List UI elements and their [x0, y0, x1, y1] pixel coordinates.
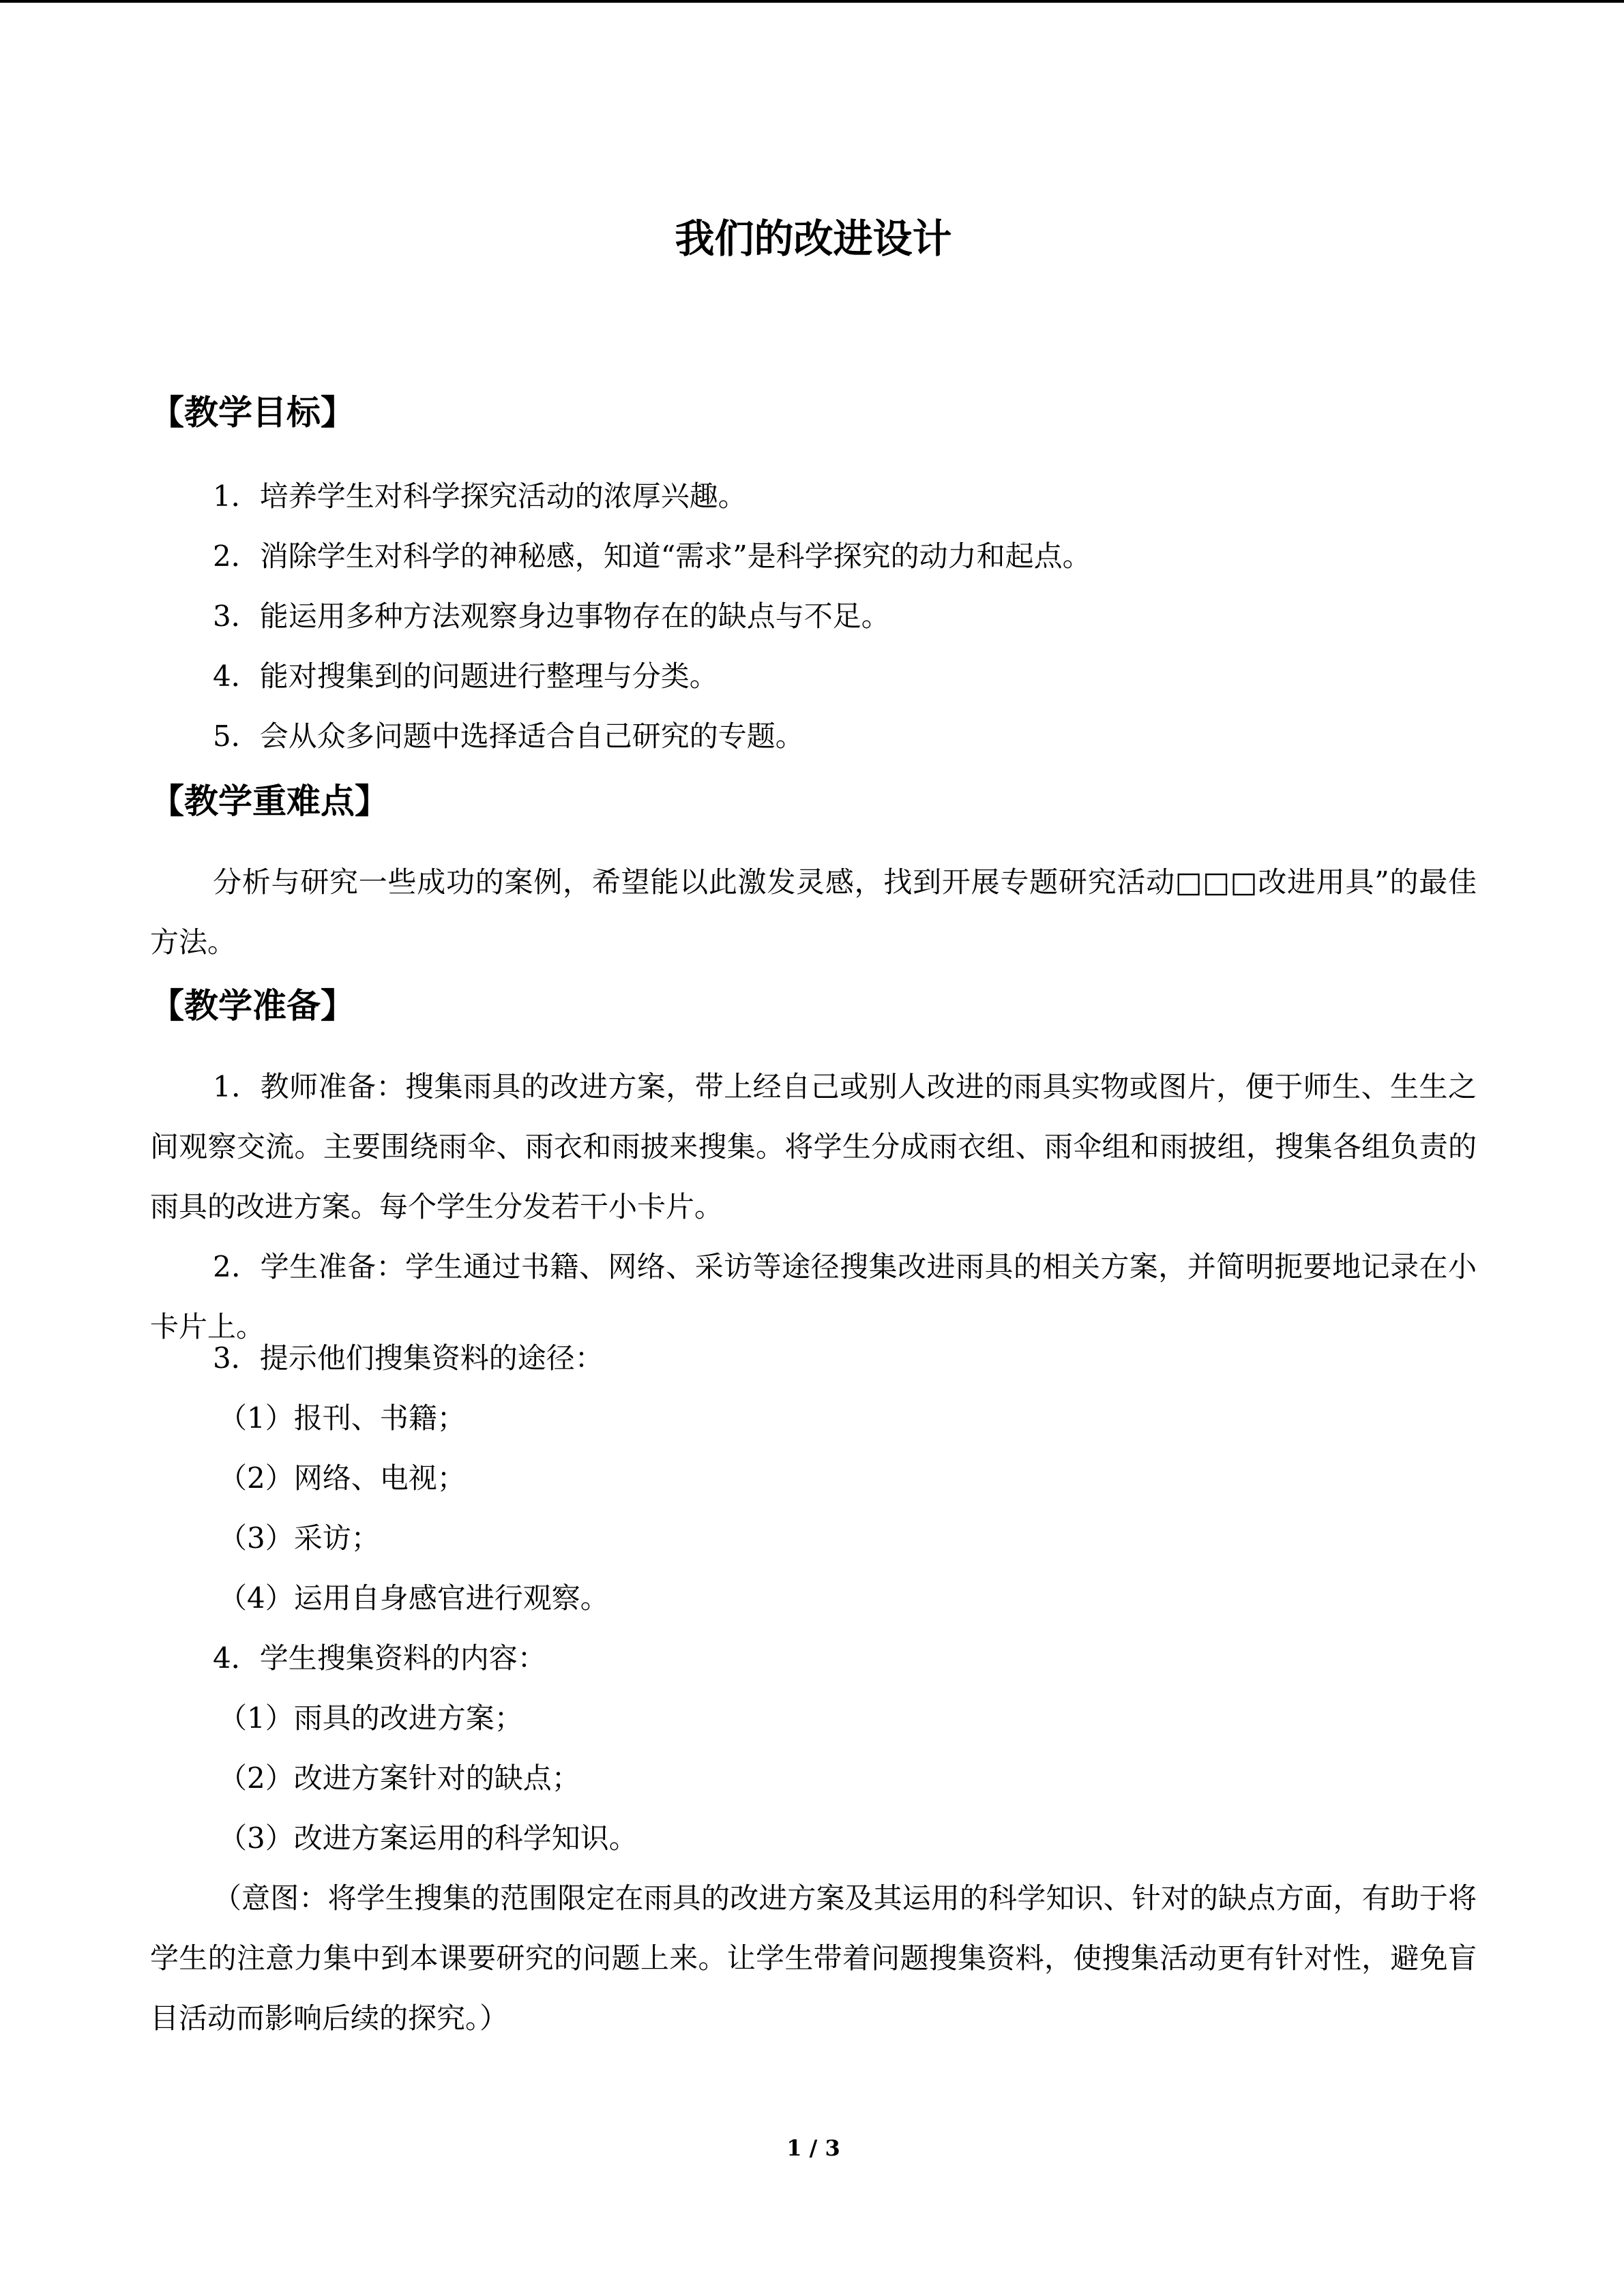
- channels-title: 3．提示他们搜集资料的途径：: [213, 1341, 604, 1375]
- channel-item: （4）运用自身感官进行观察。: [218, 1581, 609, 1615]
- content-item: （2）改进方案针对的缺点；: [218, 1761, 580, 1795]
- objective-item: 1．培养学生对科学探究活动的浓厚兴趣。: [213, 479, 747, 513]
- section-heading-key-points: 【教学重难点】: [150, 781, 389, 821]
- page-indicator: 1 / 3: [786, 2135, 840, 2161]
- intent-paragraph: （意图：将学生搜集的范围限定在雨具的改进方案及其运用的科学知识、针对的缺点方面，有助于将学生的注意力集中到本课要研究的问题上来。让学生带着问题搜集资料，使搜集活动更有针对性，避免盲目活动而影响后续的探究。）: [150, 1881, 1477, 2035]
- channel-item: （3）采访；: [218, 1521, 380, 1555]
- objective-item: 5．会从众多问题中选择适合自己研究的专题。: [213, 719, 804, 753]
- teacher-preparation-paragraph: 1．教师准备：搜集雨具的改进方案，带上经自己或别人改进的雨具实物或图片，便于师生、生生之间观察交流。主要围绕雨伞、雨衣和雨披来搜集。将学生分成雨衣组、雨伞组和雨披组，搜集各组负责的雨具的改进方案。每个学生分发若干小卡片。: [150, 1070, 1477, 1223]
- section-heading-objectives: 【教学目标】: [150, 393, 355, 432]
- student-preparation-paragraph: 2．学生准备：学生通过书籍、网络、采访等途径搜集改进雨具的相关方案，并简明扼要地记录在小卡片上。: [150, 1250, 1477, 1343]
- key-points-paragraph: 分析与研究一些成功的案例，希望能以此激发灵感，找到开展专题研究活动□□□改进用具”的最佳方法。: [150, 865, 1477, 959]
- content-item: （3）改进方案运用的科学知识。: [218, 1821, 638, 1855]
- section-heading-preparation: 【教学准备】: [150, 986, 355, 1026]
- channel-item: （2）网络、电视；: [218, 1461, 466, 1495]
- content-item: （1）雨具的改进方案；: [218, 1701, 523, 1735]
- objective-item: 3．能运用多种方法观察身边事物存在的缺点与不足。: [213, 599, 890, 633]
- document-page: [150, 0, 1477, 2296]
- objective-item: 2．消除学生对科学的神秘感，知道“需求”是科学探究的动力和起点。: [213, 539, 1091, 573]
- objective-item: 4．能对搜集到的问题进行整理与分类。: [213, 659, 718, 693]
- content-title: 4．学生搜集资料的内容：: [213, 1641, 546, 1675]
- document-title: 我们的改进设计: [675, 215, 952, 262]
- channel-item: （1）报刊、书籍；: [218, 1401, 466, 1435]
